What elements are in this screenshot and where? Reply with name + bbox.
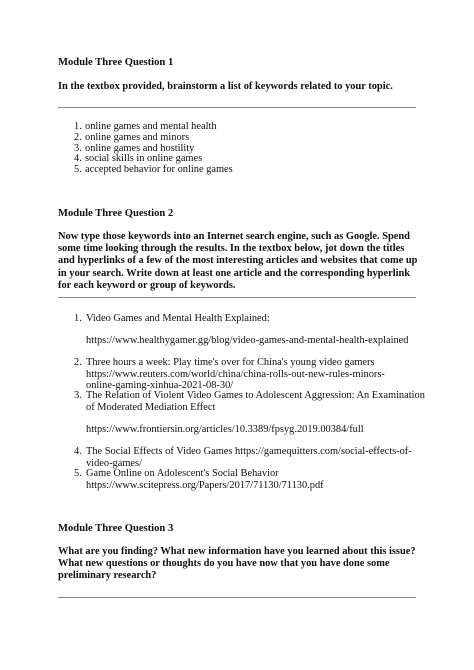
q2-heading: Module Three Question 2	[58, 208, 174, 219]
q1-heading: Module Three Question 1	[58, 57, 174, 68]
article-title: Three hours a week: Play time's over for China's young video gamers https://www.reuters.com/world/china/china-rolls-out-new-rules-minors-online-gaming-xinhua-2021-08-30/	[86, 357, 385, 392]
q2-prompt: Now type those keywords into an Internet search engine, such as Google. Spend some time looking through the results. In the textbox below, jot down the titles and hyperlinks of a few of the most interesting articles and websites that come up in your search. Write down at least one article and the corresponding hyperlink for each keyword or group of keywords.	[58, 231, 418, 291]
q3-prompt: What are you finding? What new information have you learned about this issue? What new questions or thoughts do you have now that you have done some preliminary research?	[58, 546, 416, 582]
article-title: Game Online on Adolescent's Social Behavior https://www.scitepress.org/Papers/2017/71130/71130.pdf	[86, 468, 324, 491]
q2-textbox-border	[58, 297, 416, 298]
q1-prompt: In the textbox provided, brainstorm a list of keywords related to your topic.	[58, 81, 393, 92]
article-title: The Relation of Violent Video Games to Adolescent Aggression: An Examination of Moderated Mediation Effect	[86, 390, 425, 413]
hyperlink[interactable]: https://www.frontiersin.org/articles/10.3389/fpsyg.2019.00384/full	[86, 424, 364, 435]
article-title: Video Games and Mental Health Explained:	[86, 313, 270, 324]
hyperlink[interactable]: https://www.healthygamer.gg/blog/video-games-and-mental-health-explained	[86, 335, 409, 346]
q3-textbox-border	[58, 597, 416, 598]
q3-heading: Module Three Question 3	[58, 523, 174, 534]
q1-textbox-border	[58, 107, 416, 108]
article-title: The Social Effects of Video Games https://gamequitters.com/social-effects-of-video-games/	[86, 446, 412, 469]
